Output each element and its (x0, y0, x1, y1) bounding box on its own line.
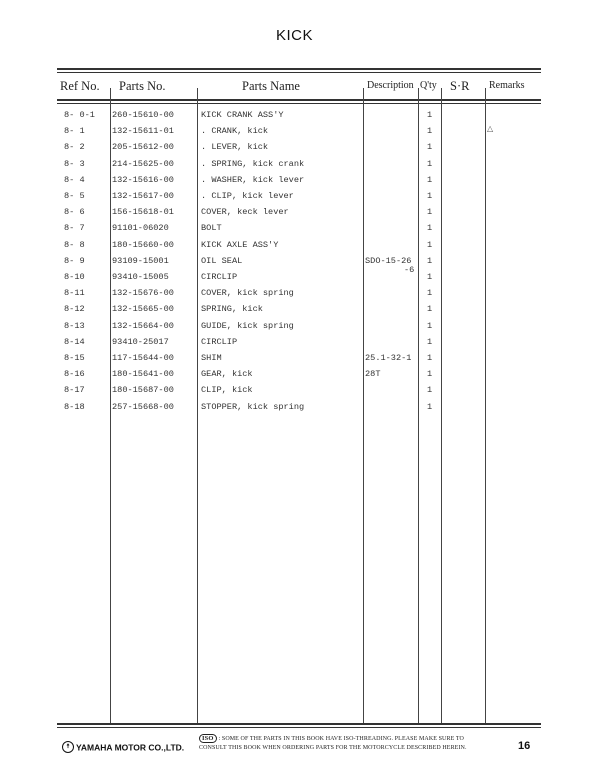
parts-no-cell: 260-15610-00 (112, 110, 174, 120)
qty-cell: 1 (427, 239, 433, 250)
remark-triangle-mark: △ (487, 124, 494, 133)
qty-cell: 1 (427, 272, 433, 282)
parts-no-cell: 257-15668-00 (112, 401, 174, 412)
ref-no-cell: 8-10 (64, 272, 85, 282)
ref-no-cell: 8- 0-1 (64, 110, 95, 120)
brand-name: YAMAHA MOTOR CO.,LTD. (76, 742, 185, 753)
parts-name-cell: CIRCLIP (201, 336, 238, 347)
parts-name-cell: . LEVER, kick (201, 142, 269, 153)
qty-cell: 1 (427, 126, 433, 137)
parts-no-cell: 156-15618-01 (112, 207, 174, 218)
parts-name-cell: . SPRING, kick crank (201, 158, 305, 169)
iso-note-line-2: CONSULT THIS BOOK WHEN ORDERING PARTS FOR THE MOTORCYCLE DESCRIBED HEREIN. (199, 745, 467, 751)
parts-no-cell: 132-15665-00 (112, 304, 174, 315)
qty-cell: 1 (427, 142, 433, 153)
header-remarks: Remarks (489, 80, 525, 91)
parts-name-cell: STOPPER, kick spring (201, 401, 305, 412)
qty-cell: 1 (427, 158, 433, 169)
parts-name-cell: KICK CRANK ASS'Y (201, 110, 284, 120)
parts-name-cell: OIL SEAL (201, 255, 243, 266)
ref-no-cell: 8-17 (64, 385, 85, 396)
column-divider-sr (441, 88, 442, 723)
parts-no-cell: 132-15616-00 (112, 174, 174, 185)
qty-cell: 1 (427, 369, 433, 380)
header-bottom-rule (57, 99, 541, 101)
parts-name-cell: CIRCLIP (201, 272, 238, 282)
ref-no-cell: 8- 2 (64, 142, 85, 153)
ref-no-cell: 8- 6 (64, 207, 85, 218)
column-divider-description (363, 88, 364, 723)
header-parts-no: Parts No. (119, 79, 166, 93)
parts-no-cell: 205-15612-00 (112, 142, 174, 153)
qty-cell: 1 (427, 174, 433, 185)
parts-no-cell: 93410-15005 (112, 272, 169, 282)
yamaha-tuning-fork-logo-icon: ☨ (62, 741, 74, 753)
parts-name-cell: GEAR, kick (201, 369, 253, 380)
ref-no-cell: 8- 1 (64, 126, 85, 137)
page-number: 16 (518, 740, 531, 752)
qty-cell: 1 (427, 336, 433, 347)
qty-cell: 1 (427, 255, 433, 266)
qty-cell: 1 (427, 385, 433, 396)
qty-cell: 1 (427, 320, 433, 331)
ref-no-cell: 8-13 (64, 320, 85, 331)
iso-note-text-1: : SOME OF THE PARTS IN THIS BOOK HAVE ISO-THREADING. PLEASE MAKE SURE TO (218, 736, 464, 742)
column-divider-parts-no (110, 88, 111, 723)
page-title: KICK (275, 27, 313, 44)
parts-name-cell: . CLIP, kick lever (201, 191, 294, 201)
header-qty: Q'ty (420, 80, 437, 91)
header-top-rule-thin (57, 72, 541, 73)
description-cell: 28T (365, 369, 381, 380)
ref-no-cell: 8-12 (64, 304, 85, 315)
parts-no-cell: 214-15625-00 (112, 158, 174, 169)
qty-cell: 1 (427, 207, 433, 218)
parts-name-cell: . WASHER, kick lever (201, 174, 305, 185)
parts-name-cell: . CRANK, kick (201, 126, 269, 137)
parts-name-cell: CLIP, kick (201, 385, 253, 396)
ref-no-cell: 8-11 (64, 288, 85, 299)
header-description: Description (367, 80, 414, 91)
description-cell-continued: -6 (404, 264, 415, 275)
brand-mark (62, 742, 184, 754)
ref-no-cell: 8-18 (64, 401, 85, 412)
parts-no-cell: 180-15641-00 (112, 369, 174, 380)
ref-no-cell: 8- 9 (64, 255, 85, 266)
ref-no-cell: 8-16 (64, 369, 85, 380)
parts-name-cell: BOLT (201, 223, 222, 234)
parts-name-cell: SHIM (201, 353, 222, 363)
ref-no-cell: 8-14 (64, 336, 85, 347)
header-parts-name: Parts Name (242, 79, 300, 93)
iso-badge-icon: ISO (199, 734, 217, 743)
parts-no-cell: 180-15687-00 (112, 385, 174, 396)
ref-no-cell: 8- 7 (64, 223, 85, 234)
header-ref-no: Ref No. (60, 79, 100, 93)
parts-no-cell: 91101-06020 (112, 223, 169, 234)
ref-no-cell: 8-15 (64, 353, 85, 363)
header-top-rule (57, 68, 541, 70)
ref-no-cell: 8- 3 (64, 158, 85, 169)
parts-no-cell: 117-15644-00 (112, 353, 174, 363)
ref-no-cell: 8- 4 (64, 174, 85, 185)
iso-note-line-1 (199, 734, 464, 743)
qty-cell: 1 (427, 304, 433, 315)
column-divider-qty (418, 88, 419, 723)
ref-no-cell: 8- 5 (64, 191, 85, 201)
column-divider-parts-name (197, 88, 198, 723)
header-sr: S·R (450, 79, 470, 93)
qty-cell: 1 (427, 110, 433, 120)
parts-no-cell: 93109-15001 (112, 255, 169, 266)
qty-cell: 1 (427, 288, 433, 299)
qty-cell: 1 (427, 223, 433, 234)
parts-no-cell: 132-15664-00 (112, 320, 174, 331)
parts-name-cell: COVER, kick spring (201, 288, 294, 299)
parts-no-cell: 132-15676-00 (112, 288, 174, 299)
parts-no-cell: 180-15660-00 (112, 239, 174, 250)
qty-cell: 1 (427, 401, 433, 412)
column-divider-remarks (485, 88, 486, 723)
description-cell: 25.1-32-1 (365, 353, 412, 363)
header-bottom-rule-thin (57, 103, 541, 104)
parts-name-cell: GUIDE, kick spring (201, 320, 294, 331)
parts-no-cell: 132-15611-01 (112, 126, 174, 137)
parts-no-cell: 93410-25017 (112, 336, 169, 347)
footer-top-rule (57, 723, 541, 725)
parts-name-cell: KICK AXLE ASS'Y (201, 239, 279, 250)
parts-name-cell: COVER, keck lever (201, 207, 289, 218)
qty-cell: 1 (427, 353, 433, 363)
parts-no-cell: 132-15617-00 (112, 191, 174, 201)
description-cell: SDO-15-26 (365, 255, 412, 266)
ref-no-cell: 8- 8 (64, 239, 85, 250)
parts-name-cell: SPRING, kick (201, 304, 263, 315)
footer-top-rule-thin (57, 727, 541, 728)
qty-cell: 1 (427, 191, 433, 201)
